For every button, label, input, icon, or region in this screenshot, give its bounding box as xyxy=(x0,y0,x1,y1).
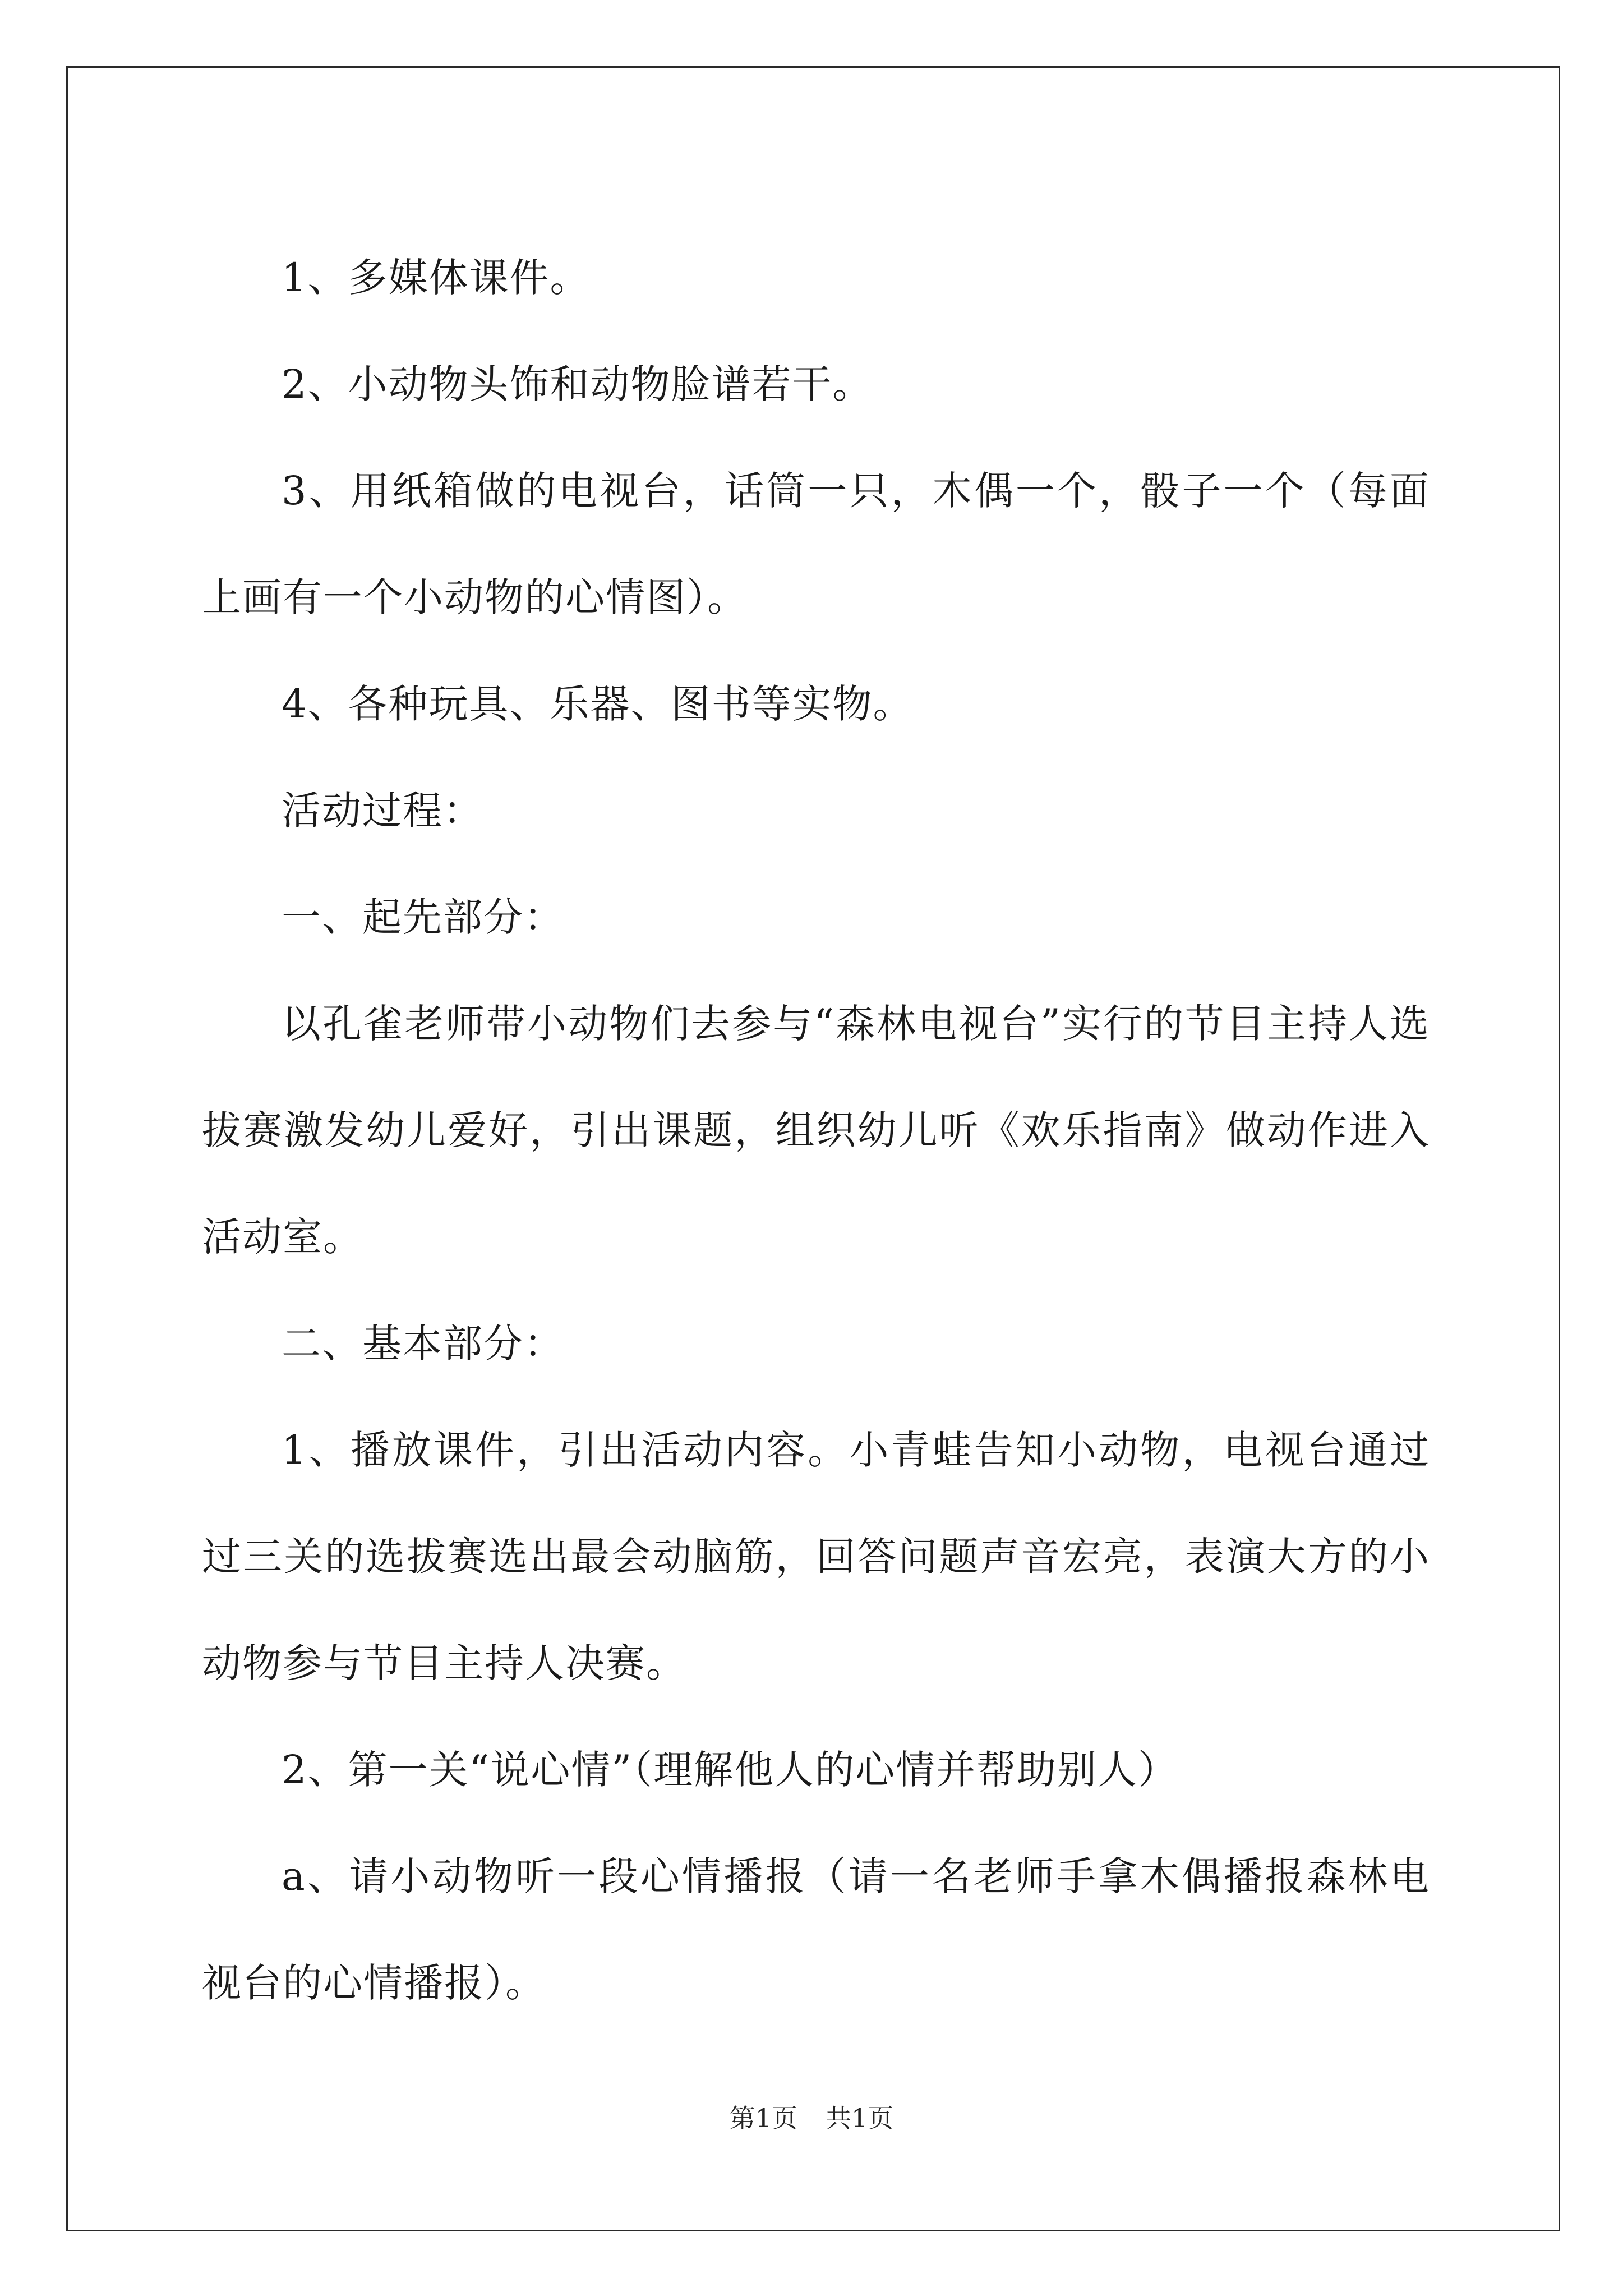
paragraph-basic-1: 1、播放课件，引出活动内容。小青蛙告知小动物，电视台通过过三关的选拔赛选出最会动脑筋，回答问题声音宏亮，表演大方的小动物参与节目主持人决赛。 xyxy=(202,1427,1430,1686)
page-number-current: 第1页 xyxy=(729,2103,797,2133)
document-body xyxy=(202,224,1430,2036)
paragraph-basic-2: 2、第一关“说心情”（理解他人的心情并帮助别人） xyxy=(282,1747,1179,1793)
section-heading-opening: 一、起先部分： xyxy=(282,894,564,940)
page-footer xyxy=(0,2098,1623,2135)
paragraph-opening: 以孔雀老师带小动物们去参与“森林电视台”实行的节目主持人选拔赛激发幼儿爱好，引出课题，组织幼儿听《欢乐指南》做动作进入活动室。 xyxy=(202,1001,1430,1260)
paragraph-2: 2、小动物头饰和动物脸谱若干。 xyxy=(282,361,873,407)
section-heading-basic: 二、基本部分： xyxy=(282,1320,564,1366)
paragraph-1: 1、多媒体课件。 xyxy=(282,255,591,301)
paragraph-4: 4、各种玩具、乐器、图书等实物。 xyxy=(282,681,914,727)
paragraph-3: 3、用纸箱做的电视台，话筒一只，木偶一个，骰子一个（每面上画有一个小动物的心情图）。 xyxy=(202,468,1430,620)
section-heading-activity-process: 活动过程： xyxy=(282,788,483,834)
paragraph-basic-a: a、请小动物听一段心情播报（请一名老师手拿木偶播报森林电视台的心情播报）。 xyxy=(202,1853,1430,2006)
page-number-total: 共1页 xyxy=(826,2103,894,2133)
